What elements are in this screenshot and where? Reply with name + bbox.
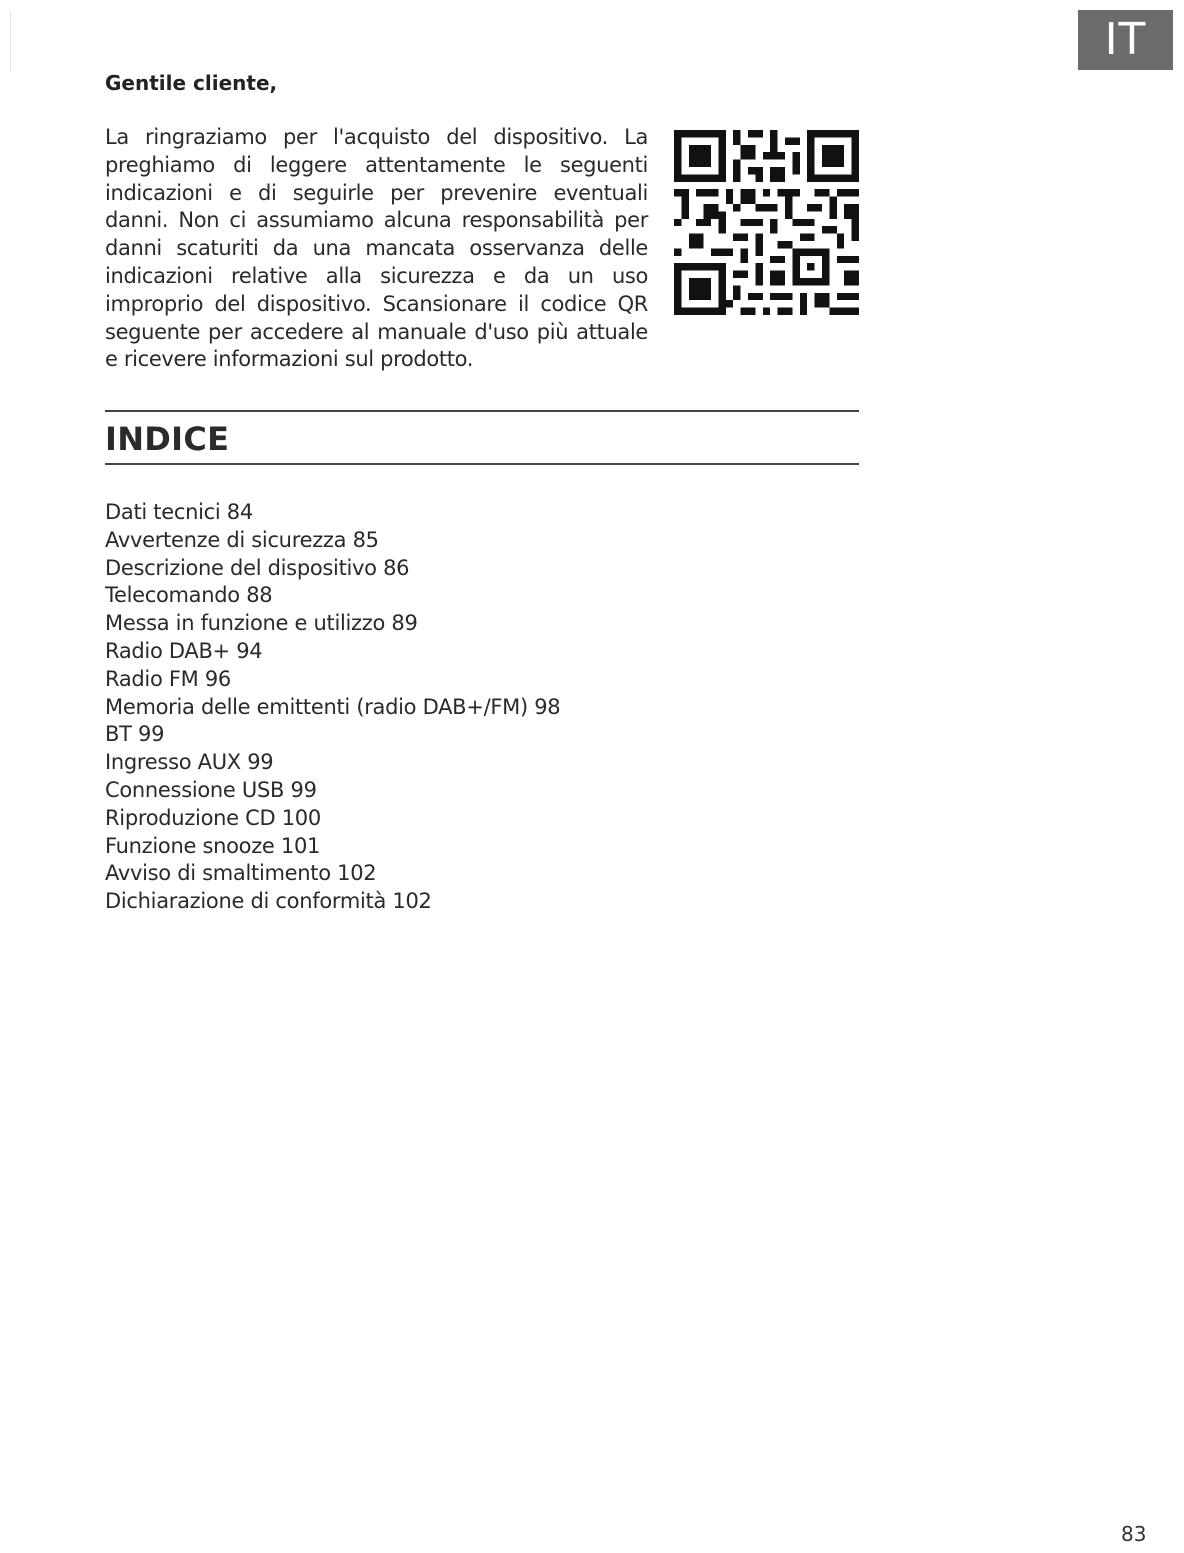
page-number: 83 bbox=[1121, 1522, 1147, 1546]
index-rule-bottom bbox=[105, 463, 859, 465]
toc-entry[interactable]: Connessione USB 99 bbox=[105, 777, 317, 802]
toc-entry[interactable]: Messa in funzione e utilizzo 89 bbox=[105, 611, 418, 636]
toc-entry[interactable]: Radio FM 96 bbox=[105, 666, 231, 691]
toc-entry[interactable]: Avvertenze di sicurezza 85 bbox=[105, 527, 379, 552]
qr-code-icon bbox=[674, 130, 859, 315]
toc-entry[interactable]: Avviso di smaltimento 102 bbox=[105, 861, 377, 886]
toc-entry[interactable]: Riproduzione CD 100 bbox=[105, 805, 321, 830]
toc-entry[interactable]: Dati tecnici 84 bbox=[105, 500, 253, 524]
toc-entry[interactable]: Radio DAB+ 94 bbox=[105, 638, 263, 663]
toc-entry[interactable]: BT 99 bbox=[105, 722, 165, 747]
table-of-contents bbox=[105, 499, 560, 916]
greeting: Gentile cliente, bbox=[105, 71, 278, 95]
margin-line bbox=[10, 12, 11, 72]
index-rule-top bbox=[105, 410, 859, 412]
toc-entry[interactable]: Telecomando 88 bbox=[105, 583, 273, 608]
toc-entry[interactable]: Dichiarazione di conformità 102 bbox=[105, 889, 432, 914]
toc-entry[interactable]: Funzione snooze 101 bbox=[105, 833, 321, 858]
language-tab: IT bbox=[1078, 10, 1173, 70]
index-title: INDICE bbox=[105, 420, 230, 458]
toc-entry[interactable]: Memoria delle emittenti (radio DAB+/FM) 98 bbox=[105, 694, 561, 719]
intro-paragraph: La ringraziamo per l'acquisto del dispositivo. La preghiamo di leggere attentamente le seguenti indicazioni e di seguirle per prevenire eventuali danni. Non ci assumiamo alcuna responsabilità per danni scaturiti da una mancata osservanza delle indicazioni relative alla sicurezza e da un uso improprio del dispositivo. Scansionare il codice QR seguente per accedere al manuale d'uso più attuale e ricevere informazioni sul prodotto. bbox=[105, 125, 648, 372]
toc-entry[interactable]: Descrizione del dispositivo 86 bbox=[105, 555, 410, 580]
toc-entry[interactable]: Ingresso AUX 99 bbox=[105, 750, 274, 775]
